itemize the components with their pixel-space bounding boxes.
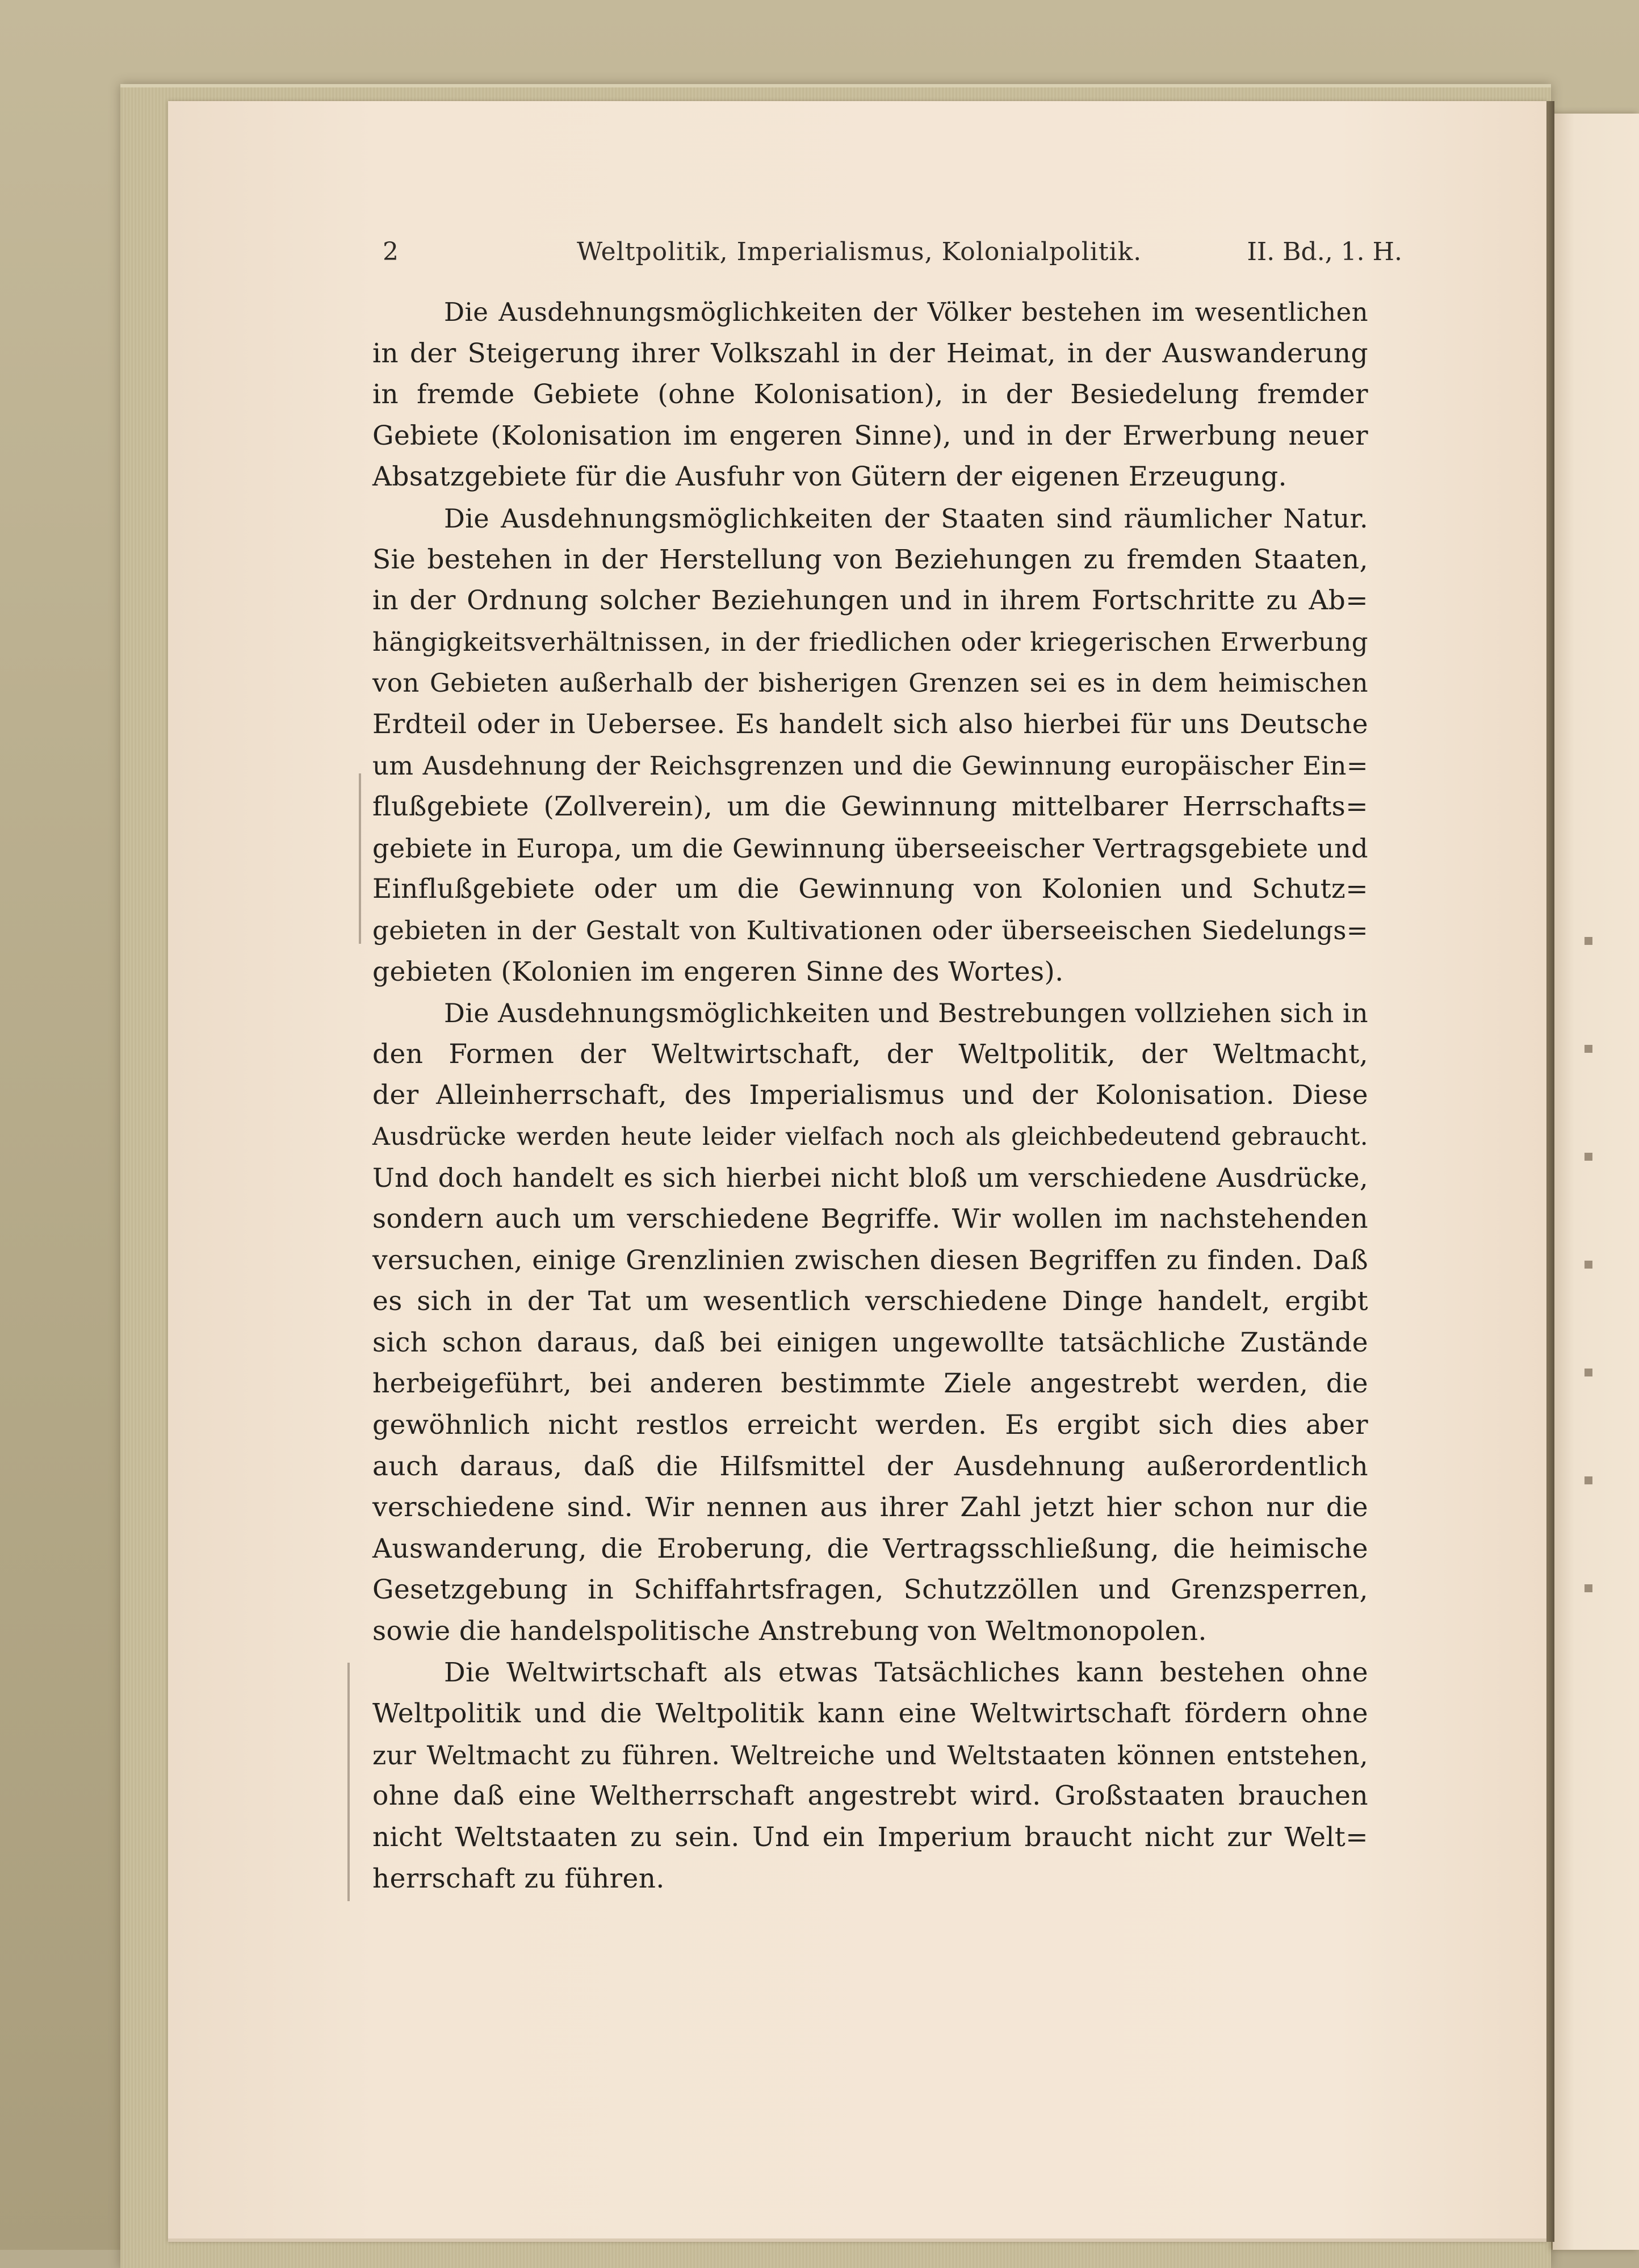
text-line: Erdteil oder in Uebersee. Es handelt sich also hierbei für uns Deutsche xyxy=(372,708,1368,740)
text-line: Weltpolitik und die Weltpolitik kann eine Weltwirtschaft fördern ohne xyxy=(372,1698,1368,1730)
text-line: sich schon daraus, daß bei einigen ungewollte tatsächliche Zustände xyxy=(372,1327,1368,1358)
facing-page-edge xyxy=(1553,114,1639,2250)
text-line: zur Weltmacht zu führen. Weltreiche und Weltstaaten können entstehen, xyxy=(372,1739,1368,1771)
text-line: gebieten in der Gestalt von Kultivationen oder überseeischen Siedelungs= xyxy=(372,915,1368,945)
text-line: Die Ausdehnungsmöglichkeiten der Staaten sind räumlicher Natur. xyxy=(444,503,1368,534)
pencil-margin-mark xyxy=(347,1663,350,1901)
text-line: um Ausdehnung der Reichsgrenzen und die Gewinnung europäischer Ein= xyxy=(372,750,1368,781)
paragraph xyxy=(372,498,1368,993)
text-line: Sie bestehen in der Herstellung von Beziehungen zu fremden Staaten, xyxy=(372,543,1368,575)
text-line: gebieten (Kolonien im engeren Sinne des Wortes). xyxy=(372,956,1064,987)
text-line: herrschaft zu führen. xyxy=(372,1863,665,1894)
text-line: nicht Weltstaaten zu sein. Und ein Imperium braucht nicht zur Welt= xyxy=(372,1821,1368,1853)
text-line: flußgebiete (Zollverein), um die Gewinnung mittelbarer Herrschafts= xyxy=(372,791,1368,823)
page-header xyxy=(372,237,1402,277)
text-line: gebiete in Europa, um die Gewinnung überseeischer Vertragsgebiete und xyxy=(372,832,1368,864)
body-text xyxy=(372,292,1368,1899)
text-line: Und doch handelt es sich hierbei nicht bloß um verschiedene Ausdrücke, xyxy=(372,1162,1368,1194)
text-line: Absatzgebiete für die Ausfuhr von Gütern der eigenen Erzeugung. xyxy=(372,461,1287,493)
text-line: hängigkeitsverhältnissen, in der friedlichen oder kriegerischen Erwerbung xyxy=(372,626,1368,657)
pencil-margin-mark xyxy=(359,773,361,944)
text-line: von Gebieten außerhalb der bisherigen Grenzen sei es in dem heimischen xyxy=(372,668,1368,698)
running-title: Weltpolitik, Imperialismus, Kolonialpolitik. xyxy=(577,237,1142,266)
text-line: in der Ordnung solcher Beziehungen und in ihrem Fortschritte zu Ab= xyxy=(372,585,1368,617)
text-line: Gesetzgebung in Schiffahrtsfragen, Schutzzöllen und Grenzsperren, xyxy=(372,1574,1368,1606)
text-line: gewöhnlich nicht restlos erreicht werden. Es ergibt sich dies aber xyxy=(372,1409,1368,1441)
text-line: Ausdrücke werden heute leider vielfach noch als gleichbedeutend gebraucht. xyxy=(372,1122,1368,1151)
text-line: sondern auch um verschiedene Begriffe. Wir wollen im nachstehenden xyxy=(372,1203,1368,1235)
text-line: es sich in der Tat um wesentlich verschiedene Dinge handelt, ergibt xyxy=(372,1286,1368,1317)
volume-reference: II. Bd., 1. H. xyxy=(1247,237,1402,266)
text-line: Die Ausdehnungsmöglichkeiten der Völker bestehen im wesentlichen xyxy=(444,297,1368,327)
text-line: sowie die handelspolitische Anstrebung von Weltmonopolen. xyxy=(372,1616,1207,1647)
text-line: herbeigeführt, bei anderen bestimmte Ziele angestrebt werden, die xyxy=(372,1368,1368,1400)
text-line: auch daraus, daß die Hilfsmittel der Ausdehnung außerordentlich xyxy=(372,1450,1368,1482)
paragraph xyxy=(372,292,1368,498)
text-line: Einflußgebiete oder um die Gewinnung von Kolonien und Schutz= xyxy=(372,873,1368,905)
paragraph xyxy=(372,1652,1368,1900)
paragraph xyxy=(372,993,1368,1652)
text-line: verschiedene sind. Wir nennen aus ihrer Zahl jetzt hier schon nur die xyxy=(372,1492,1368,1524)
text-line: Gebiete (Kolonisation im engeren Sinne), und in der Erwerbung neuer xyxy=(372,420,1368,451)
text-line: Auswanderung, die Eroberung, die Vertragsschließung, die heimische xyxy=(372,1533,1368,1564)
text-line: der Alleinherrschaft, des Imperialismus und der Kolonisation. Diese xyxy=(372,1079,1368,1111)
facing-page-marks xyxy=(1584,886,1592,1624)
book-gutter xyxy=(1546,101,1554,2242)
text-line: den Formen der Weltwirtschaft, der Weltpolitik, der Weltmacht, xyxy=(372,1038,1368,1070)
text-line: ohne daß eine Weltherrschaft angestrebt wird. Großstaaten brauchen xyxy=(372,1780,1368,1812)
text-line: in der Steigerung ihrer Volkszahl in der Heimat, in der Auswanderung xyxy=(372,337,1368,369)
text-line: Die Ausdehnungsmöglichkeiten und Bestrebungen vollziehen sich in xyxy=(444,998,1368,1029)
text-line: Die Weltwirtschaft als etwas Tatsächliches kann bestehen ohne xyxy=(444,1656,1368,1688)
text-line: in fremde Gebiete (ohne Kolonisation), in der Besiedelung fremder xyxy=(372,379,1368,411)
text-line: versuchen, einige Grenzlinien zwischen diesen Begriffen zu finden. Daß xyxy=(372,1244,1368,1276)
page-number: 2 xyxy=(383,237,399,266)
